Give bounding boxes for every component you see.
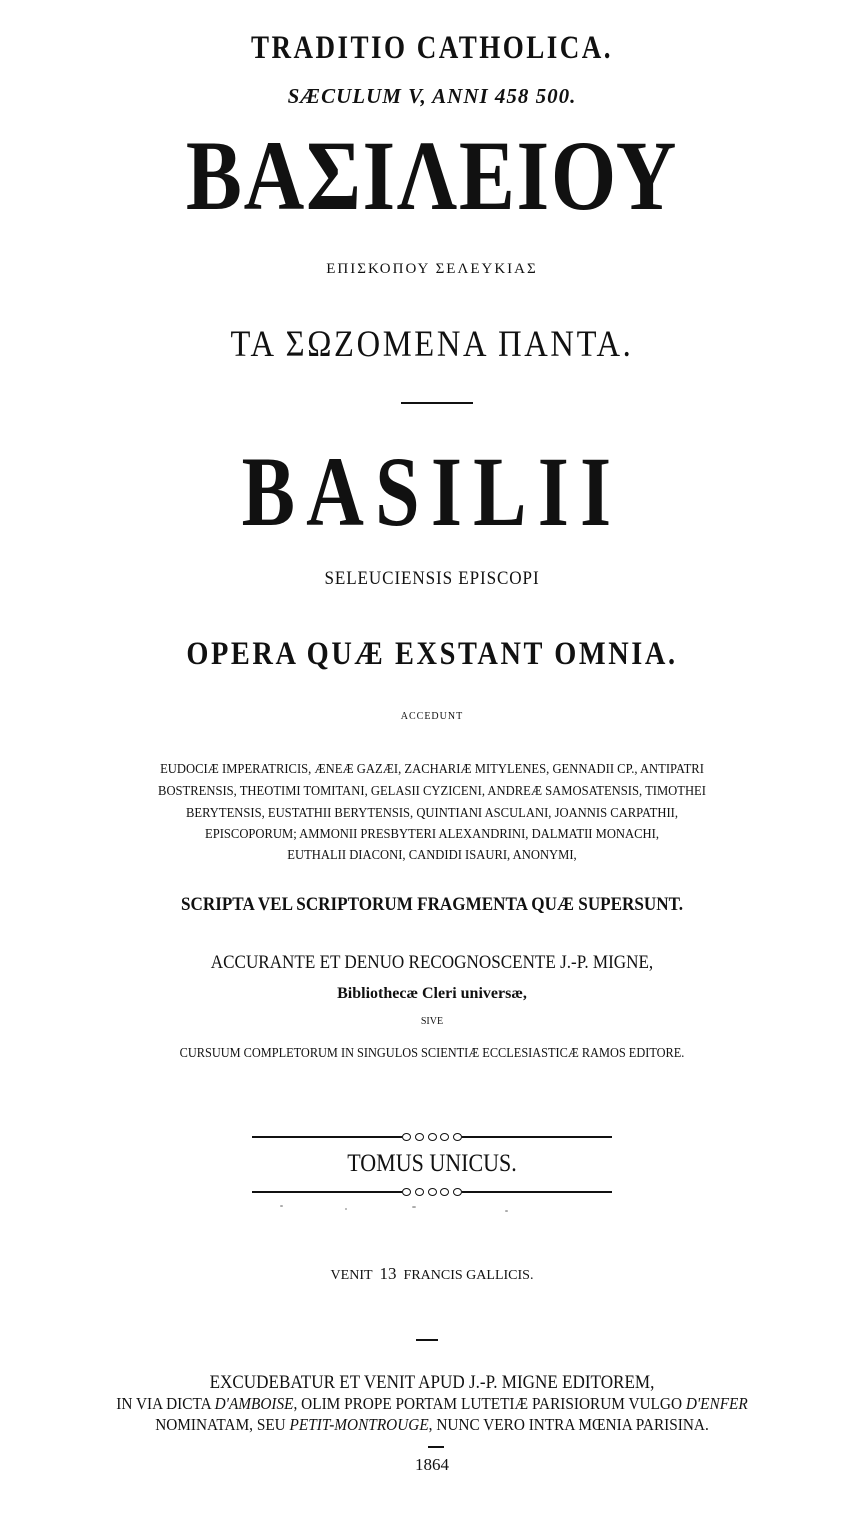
imprint-street-name: D'AMBOISE — [214, 1394, 294, 1413]
volume-label: TOMUS UNICUS. — [347, 1150, 517, 1177]
imprint-moenia: , NUNC VERO INTRA MŒNIA PARISINA. — [428, 1415, 709, 1434]
publication-year: 1864 — [415, 1455, 449, 1474]
greek-works-title: ΤΑ ΣΩΖΟΜΕΝΑ ΠΑΝΤΑ. — [230, 324, 634, 365]
latin-subtitle: SELEUCIENSIS EPISCOPI — [324, 568, 540, 589]
authors-line-3: BERYTENSIS, EUSTATHII BERYTENSIS, QUINTIANI ASCULANI, JOANNIS CARPATHII, — [185, 806, 679, 821]
year-rule — [428, 1446, 444, 1448]
divider-rule — [401, 402, 473, 404]
greek-author-name: ΒΑΣΙΛΕΙΟΥ — [185, 120, 679, 231]
price-suffix: FRANCIS GALLICIS. — [403, 1268, 534, 1283]
imprint-line-2 — [43, 1394, 821, 1414]
authors-line-4: EPISCOPORUM; AMMONII PRESBYTERI ALEXANDRINI, DALMATII MONACHI, — [205, 827, 659, 842]
price-prefix: VENIT — [330, 1268, 373, 1283]
scripta-line: SCRIPTA VEL SCRIPTORUM FRAGMENTA QUÆ SUPERSUNT. — [180, 894, 683, 915]
series-title: TRADITIO CATHOLICA. — [250, 30, 613, 66]
bibliotheca-line: Bibliothecæ Cleri universæ, — [337, 985, 527, 1002]
imprint-montrouge: PETIT-MONTROUGE — [289, 1415, 429, 1434]
greek-subtitle: ΕΠΙΣΚΟΠΟΥ ΣΕΛΕΥΚΙΑΣ — [326, 261, 538, 277]
authors-line-2: BOSTRENSIS, THEOTIMI TOMITANI, GELASII CYZICENI, ANDREÆ SAMOSATENSIS, TIMOTHEI — [158, 784, 706, 799]
imprint-enfer: D'ENFER — [685, 1394, 748, 1413]
imprint-line-3 — [43, 1415, 821, 1435]
latin-author-name: BASILII — [241, 436, 623, 547]
price-amount: 13 — [379, 1264, 397, 1283]
imprint-street-middle: , OLIM PROPE PORTAM LUTETIÆ PARISIORUM VULGO — [293, 1394, 686, 1413]
imprint-line-1: EXCUDEBATUR ET VENIT APUD J.-P. MIGNE EDITOREM, — [209, 1372, 655, 1393]
editor-line: ACCURANTE ET DENUO RECOGNOSCENTE J.-P. MIGNE, — [210, 952, 654, 973]
price-line — [0, 1264, 864, 1284]
century-line: SÆCULUM V, ANNI 458 500. — [287, 84, 577, 108]
latin-works-title: OPERA QUÆ EXSTANT OMNIA. — [186, 636, 678, 672]
print-speck — [505, 1210, 508, 1212]
accedunt-label: ACCEDUNT — [400, 711, 464, 722]
sive-label: SIVE — [420, 1016, 444, 1027]
print-speck — [280, 1205, 283, 1207]
authors-line-1: EUDOCIÆ IMPERATRICIS, ÆNEÆ GAZÆI, ZACHARIÆ MITYLENES, GENNADII CP., ANTIPATRI — [160, 762, 704, 777]
imprint-nominatam: NOMINATAM, SEU — [155, 1415, 290, 1434]
short-rule — [416, 1339, 438, 1341]
imprint-street-prefix: IN VIA DICTA — [116, 1394, 215, 1413]
print-speck — [412, 1206, 416, 1208]
authors-line-5: EUTHALII DIACONI, CANDIDI ISAURI, ANONYMI, — [287, 848, 577, 863]
ornament-rule-bottom — [252, 1186, 612, 1198]
ornament-rule-top — [252, 1131, 612, 1143]
cursuum-line: CURSUUM COMPLETORUM IN SINGULOS SCIENTIÆ ECCLESIASTICÆ RAMOS EDITORE. — [179, 1046, 685, 1061]
print-speck — [345, 1208, 347, 1210]
